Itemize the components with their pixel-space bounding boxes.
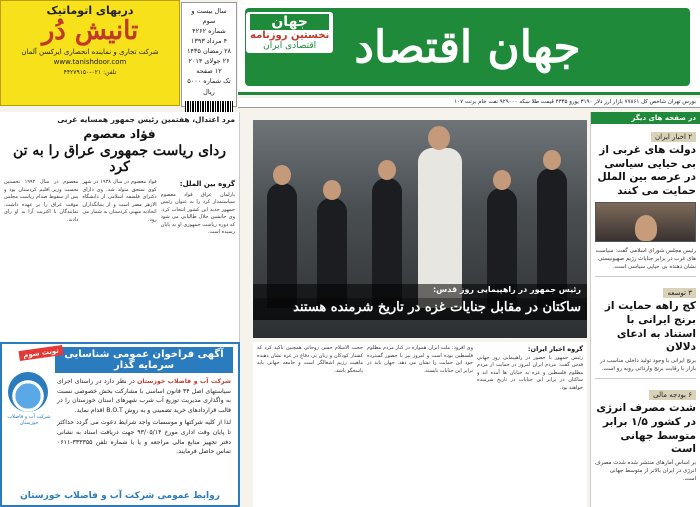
- right-body-3: بر اساس آمارهای منتشر شده شدت مصرف انرژی در ایران بالاتر از متوسط جهانی است.: [595, 459, 696, 483]
- right-column: [590, 112, 700, 507]
- left-story-title[interactable]: فؤاد معصوم: [83, 127, 156, 141]
- main-story-headline[interactable]: ساکتان در مقابل جنایات غزه در تاریخ شرمنده هستند: [253, 298, 587, 320]
- person-icon: [635, 215, 657, 241]
- left-story: [0, 112, 240, 342]
- right-headline-3[interactable]: شدت مصرف انرژی در کشور ۱/۵ برابر متوسط جهانی است: [596, 402, 696, 456]
- column-text: پارلمان عراق فواد معصوم سیاستمدار کرد را به عنوان رئیس جمهور جدید این کشور انتخاب کرد. وی جانشین جلال طالبانی می شود که دوره ریاست جمهوری او به پایان رسیده است.: [160, 191, 235, 235]
- issue-year: سال بیست و سوم: [191, 7, 227, 26]
- masthead-badge: جهان: [250, 14, 329, 30]
- ad-title: آگهی فراخوان عمومی شناسایی سرمایه گذار: [55, 347, 233, 373]
- market-strip: بورس تهران شاخص کل ۷۷۸۶۱ بازار ارز دلار ۳۱۹۰ یورو ۴۳۳۵ قیمت طلا سکه ۹۲۹۰۰۰ نفت خام برنت ۱۰۷: [238, 98, 700, 108]
- column-text: رئیس جمهور با حضور در راهپیمایی روز جهانی قدس گفت: مردم ایران امروز در حمایت از مردم مظلوم فلسطین و غزه به خیابان ها آمده اند و ساکتان در برابر این جنایات در تاریخ شرمنده خواهند بود.: [477, 354, 583, 391]
- text-column: [4, 179, 78, 349]
- right-body-1: رئیس مجلس شورای اسلامی گفت: سیاست های غرب در برابر جنایات رژیم صهیونیستی نشان دهنده بی حیایی سیاسی است.: [595, 247, 696, 271]
- tender-ad[interactable]: [0, 342, 240, 507]
- head-icon: [323, 180, 341, 200]
- column-text: وی افزود: ملت ایران همواره در کنار مردم مظلوم فلسطین بوده است و امروز نیز با حضور گسترده خود این حمایت را نشان می دهد. جهان باید در برابر این جنایات بایستد.: [367, 345, 473, 374]
- text-column: [82, 179, 156, 349]
- tag-iran-news[interactable]: ۲ اخبار ایران: [651, 132, 696, 142]
- head-icon: [493, 170, 511, 190]
- tag-budget[interactable]: ۶ بودجه مالی: [649, 390, 696, 400]
- left-story-lead: گروه بین الملل:: [179, 180, 235, 188]
- column-text: حجت الاسلام حسن روحانی همچنین تاکید کرد که کشتار کودکان و زنان بی دفاع در غزه نشان دهنده ماهیت رژیم اشغالگر است و جامعه جهانی باید پاسخگو باشد.: [257, 345, 363, 374]
- issue-date-fa: ۴ مرداد ۱۳۹۳: [190, 37, 228, 46]
- main-story-lead: گروه اخبار ایران:: [527, 345, 583, 353]
- head-icon: [378, 160, 396, 180]
- text-column: [367, 345, 473, 504]
- head-icon: [428, 126, 450, 150]
- right-body-2: برنج ایرانی با وجود تولید داخلی مناسب در بازار با رقابت برنج وارداتی روبه رو است.: [600, 357, 696, 373]
- masthead-subtitle-box: [246, 12, 333, 53]
- issue-date-ar: ۲۸ رمضان ۱۴۳۵: [186, 47, 232, 56]
- ad-body: [57, 377, 231, 457]
- tag-development[interactable]: ۳ توسعه: [663, 288, 696, 298]
- main-story-text: [253, 342, 587, 507]
- masthead-subtitle: نخستین روزنامه: [250, 30, 330, 41]
- issue-price: تک شماره ۵۰۰۰ ریال: [187, 77, 231, 96]
- water-company-logo-icon: [8, 372, 48, 412]
- head-icon: [543, 150, 561, 170]
- divider: [595, 378, 696, 379]
- top-ad-tanish-door[interactable]: [0, 0, 180, 106]
- ad-brand: تانیش دُر: [41, 16, 139, 46]
- masthead: [238, 0, 700, 95]
- left-story-subtitle[interactable]: ردای ریاست جمهوری عراق را به تن کرد: [12, 143, 227, 175]
- ad-body-1: در نظر دارد در راستای اجرای سیاستهای اصل ۴۴ قانون اساسی با مشارکت بخش خصوصی نسبت به واگذاری مدیریت توزیع آب شرب شهرهای استان خوزستان را در قالب قراردادهای خرید تضمینی و به روش B.O.T اقدام نماید.: [57, 378, 231, 414]
- ad-line-doors: دربهای اتوماتیک: [46, 4, 134, 17]
- text-column: [257, 345, 363, 504]
- masthead-title: جهان اقتصاد: [354, 21, 581, 73]
- left-story-columns: [4, 179, 235, 349]
- main-story-kicker: رئیس جمهور در راهپیمایی روز قدس:: [253, 284, 587, 298]
- left-story-kicker: مرد اعتدال، هفتمین رئیس جمهور همسایه غربی: [57, 115, 235, 124]
- ad-website[interactable]: www.tanishdoor.com: [53, 57, 127, 66]
- ad-agent: شرکت تجاری و نماینده انحصاری ایرکسن آلمان: [21, 47, 159, 56]
- ad-footer: روابط عمومی شرکت آب و فاضلاب خوزستان: [20, 491, 220, 501]
- divider: [595, 276, 696, 277]
- speaker-photo: [595, 202, 696, 242]
- ad-body-2: لذا از کلیه شرکتها و موسسات واجد شرایط دعوت می گردد حداکثر تا پایان وقت اداری مورخ ۹۳/۰۵/۱۴ جهت دریافت اسناد به نشانی دفتر تجهیز منابع مالی مراجعه و یا با شماره تلفن ۳۳۳۳۵۵-۰۶۱۱ تماس حاصل فرمایند.: [57, 419, 231, 456]
- ad-phone: تلفن: ۰۲۱-۴۴۲۷۹۱۵۰: [63, 68, 117, 76]
- text-column: [161, 179, 235, 349]
- head-icon: [273, 165, 291, 185]
- column-text: فواد معصوم در سال ۱۹۳۸ در شهر کوی سنجق متولد شد. وی دارای دکترای فلسفه اسلامی از دانشگاه الازهر مصر است و از بنیانگذاران اتحادیه میهنی کردستان به شمار می رود.: [82, 179, 157, 223]
- issue-date-en: ۲۶ جولای ۲۰۱۴: [188, 57, 230, 66]
- section-header: در صفحه های دیگر: [591, 112, 700, 124]
- right-headline-1[interactable]: دولت های غربی از بی حیایی سیاسی در عرصه بین الملل حمایت می کنند: [597, 144, 696, 197]
- issue-pages: ۱۲ صفحه: [196, 67, 222, 76]
- masthead-tagline: اقتصادی ایران: [263, 41, 317, 51]
- column-text: معصوم در سال ۱۹۹۲ نخستین نخست وزیر اقلیم کردستان بود و پس از سقوط صدام ریاست مجلس موقت عراق را بر عهده داشت. نمایندگان با اکثریت آرا به او رای دادند.: [4, 179, 79, 223]
- ad-highlight: شرکت آب و فاضلاب خوزستان: [137, 378, 231, 385]
- issue-number: شماره ۴۲۶۲: [192, 27, 226, 36]
- ad-ribbon: نوبت سوم: [19, 345, 64, 361]
- ad-org-label: شرکت آب و فاضلاب خوزستان: [7, 414, 51, 426]
- right-headline-2[interactable]: کج راهه حمایت از برنج ایرانی با استناد به ادعای دلالان: [604, 300, 696, 354]
- issue-info: [181, 2, 237, 107]
- text-column: [477, 345, 583, 504]
